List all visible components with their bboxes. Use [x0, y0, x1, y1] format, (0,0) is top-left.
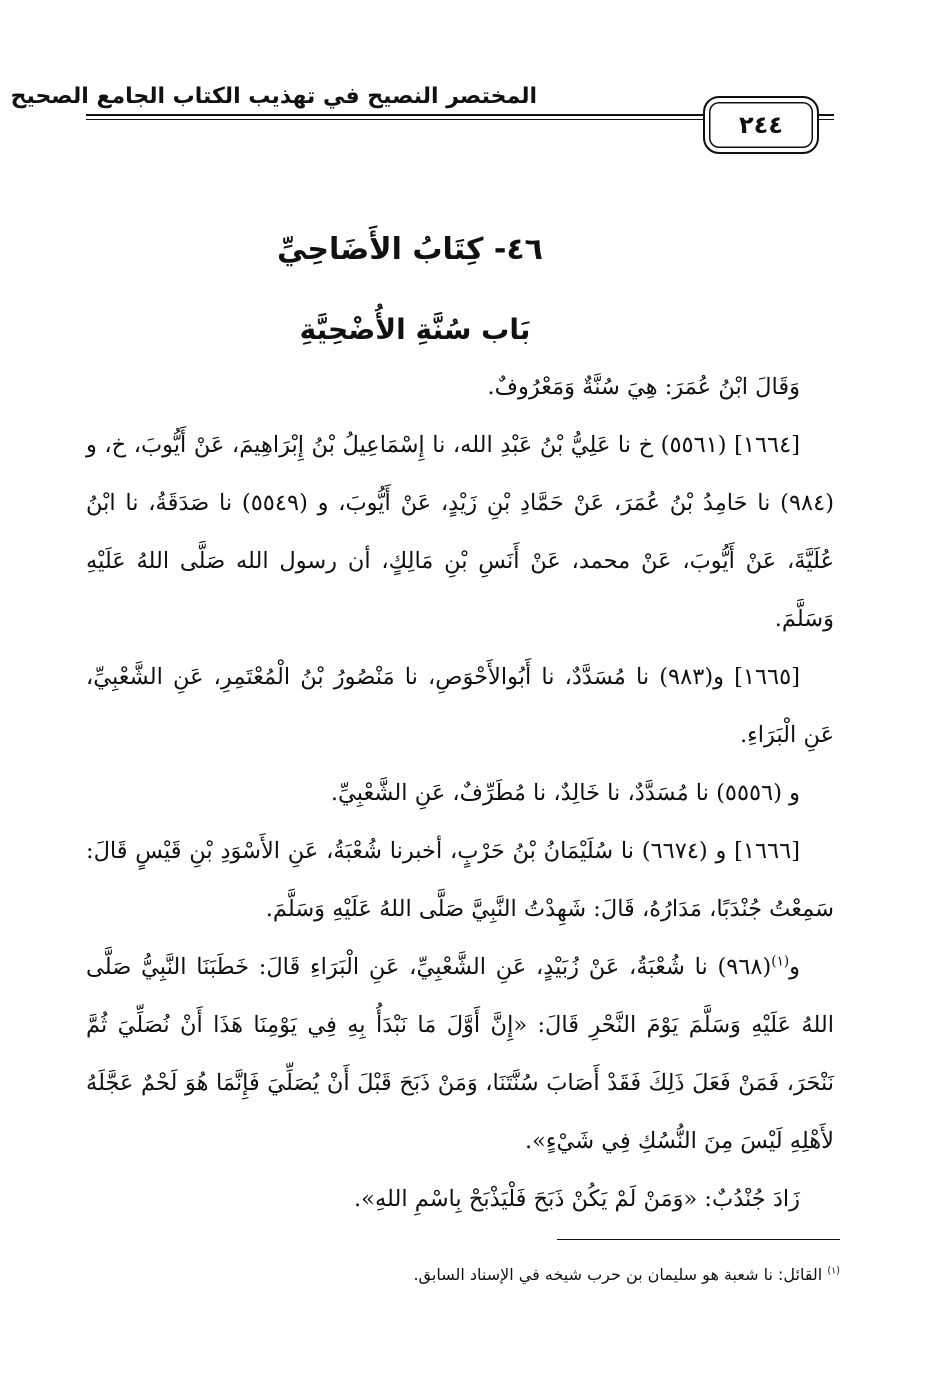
footnote-text: القائل: نا شعبة هو سليمان بن حرب شيخه في الإسناد السابق.: [413, 1265, 823, 1284]
paragraph-chain-5556: و (٥٥٥٦) نا مُسَدَّدٌ، نا خَالِدٌ، نا مُطَرِّفٌ، عَنِ الشَّعْبِيِّ.: [330, 780, 800, 806]
paragraph-hadith-1666: [١٦٦٦] و (٦٦٧٤) نا سُلَيْمَانُ بْنُ حَرْبٍ، أخبرنا شُعْبَةُ، عَنِ الأَسْوَدِ بْنِ قَيْسٍ قَالَ: سَمِعْتُ جُنْدَبًا، مَدَارُهُ، قَالَ: شَهِدْتُ النَّبِيَّ صَلَّى اللهُ عَلَيْهِ وَسَلَّمَ.: [86, 838, 834, 922]
paragraph-body: (٩٦٨) نا شُعْبَةُ، عَنْ زُبَيْدٍ، عَنِ الشَّعْبِيِّ، عَنِ الْبَرَاءِ قَالَ: خَطَبَنَا النَّبِيُّ صَلَّى اللهُ عَلَيْهِ وَسَلَّمَ يَوْمَ النَّحْرِ قَالَ: «إِنَّ أَوَّلَ مَا نَبْدَأُ بِهِ فِي يَوْمِنَا هَذَا أَنْ نُصَلِّيَ ثُمَّ نَنْحَرَ، فَمَنْ فَعَلَ ذَلِكَ فَقَدْ أَصَابَ سُنَّتَنَا، وَمَنْ ذَبَحَ قَبْلَ أَنْ يُصَلِّيَ فَإِنَّمَا هُوَ لَحْمٌ عَجَّلَهُ لأَهْلِهِ لَيْسَ مِنَ النُّسُكِ فِي شَيْءٍ».: [86, 954, 834, 1154]
running-title: المختصر النصيح في تهذيب الكتاب الجامع الصحيح: [10, 84, 537, 109]
paragraph-ibn-umar: وَقَالَ ابْنُ عُمَرَ: هِيَ سُنَّةٌ وَمَعْرُوفٌ.: [487, 374, 800, 400]
footnote-rule: [557, 1239, 840, 1240]
paragraph-hadith-1664: [١٦٦٤] (٥٥٦١) خ نا عَلِيُّ بْنُ عَبْدِ الله، نا إِسْمَاعِيلُ بْنُ إِبْرَاهِيمَ، عَنْ أَيُّوبَ، خ، و (٩٨٤) نا حَامِدُ بْنُ عُمَرَ، عَنْ حَمَّادِ بْنِ زَيْدٍ، عَنْ أَيُّوبَ، و (٥٥٤٩) نا صَدَقَةُ، نا ابْنُ عُلَيَّةَ، عَنْ أَيُّوبَ، عَنْ محمد، عَنْ أَنَسِ بْنِ مَالِكٍ، أن رسول الله صَلَّى اللهُ عَلَيْهِ وَسَلَّمَ.: [86, 432, 835, 632]
footnote-reference[interactable]: (١): [771, 953, 790, 970]
book-title: ٤٦- كِتَابُ الأَضَاحِيِّ: [277, 232, 543, 267]
page-number: ٢٤٤: [739, 111, 783, 139]
paragraph-chain-968: [86, 938, 834, 1170]
body-text: [86, 358, 834, 1228]
footnote: [300, 1262, 840, 1288]
page-number-frame: [703, 96, 819, 154]
paragraph-lead: و: [789, 954, 800, 980]
paragraph-hadith-1665: [١٦٦٥] و(٩٨٣) نا مُسَدَّدٌ، نا أَبُوالأَحْوَصِ، نا مَنْصُورُ بْنُ الْمُعْتَمِرِ، عَنِ الشَّعْبِيِّ، عَنِ الْبَرَاءِ.: [86, 664, 834, 748]
chapter-title: بَاب سُنَّةِ الأُضْحِيَّةِ: [299, 313, 531, 346]
footnote-marker: (١): [827, 1265, 840, 1277]
paragraph-jundub-addition: زَادَ جُنْدُبٌ: «وَمَنْ لَمْ يَكُنْ ذَبَحَ فَلْيَذْبَحْ بِاسْمِ اللهِ».: [354, 1186, 800, 1212]
